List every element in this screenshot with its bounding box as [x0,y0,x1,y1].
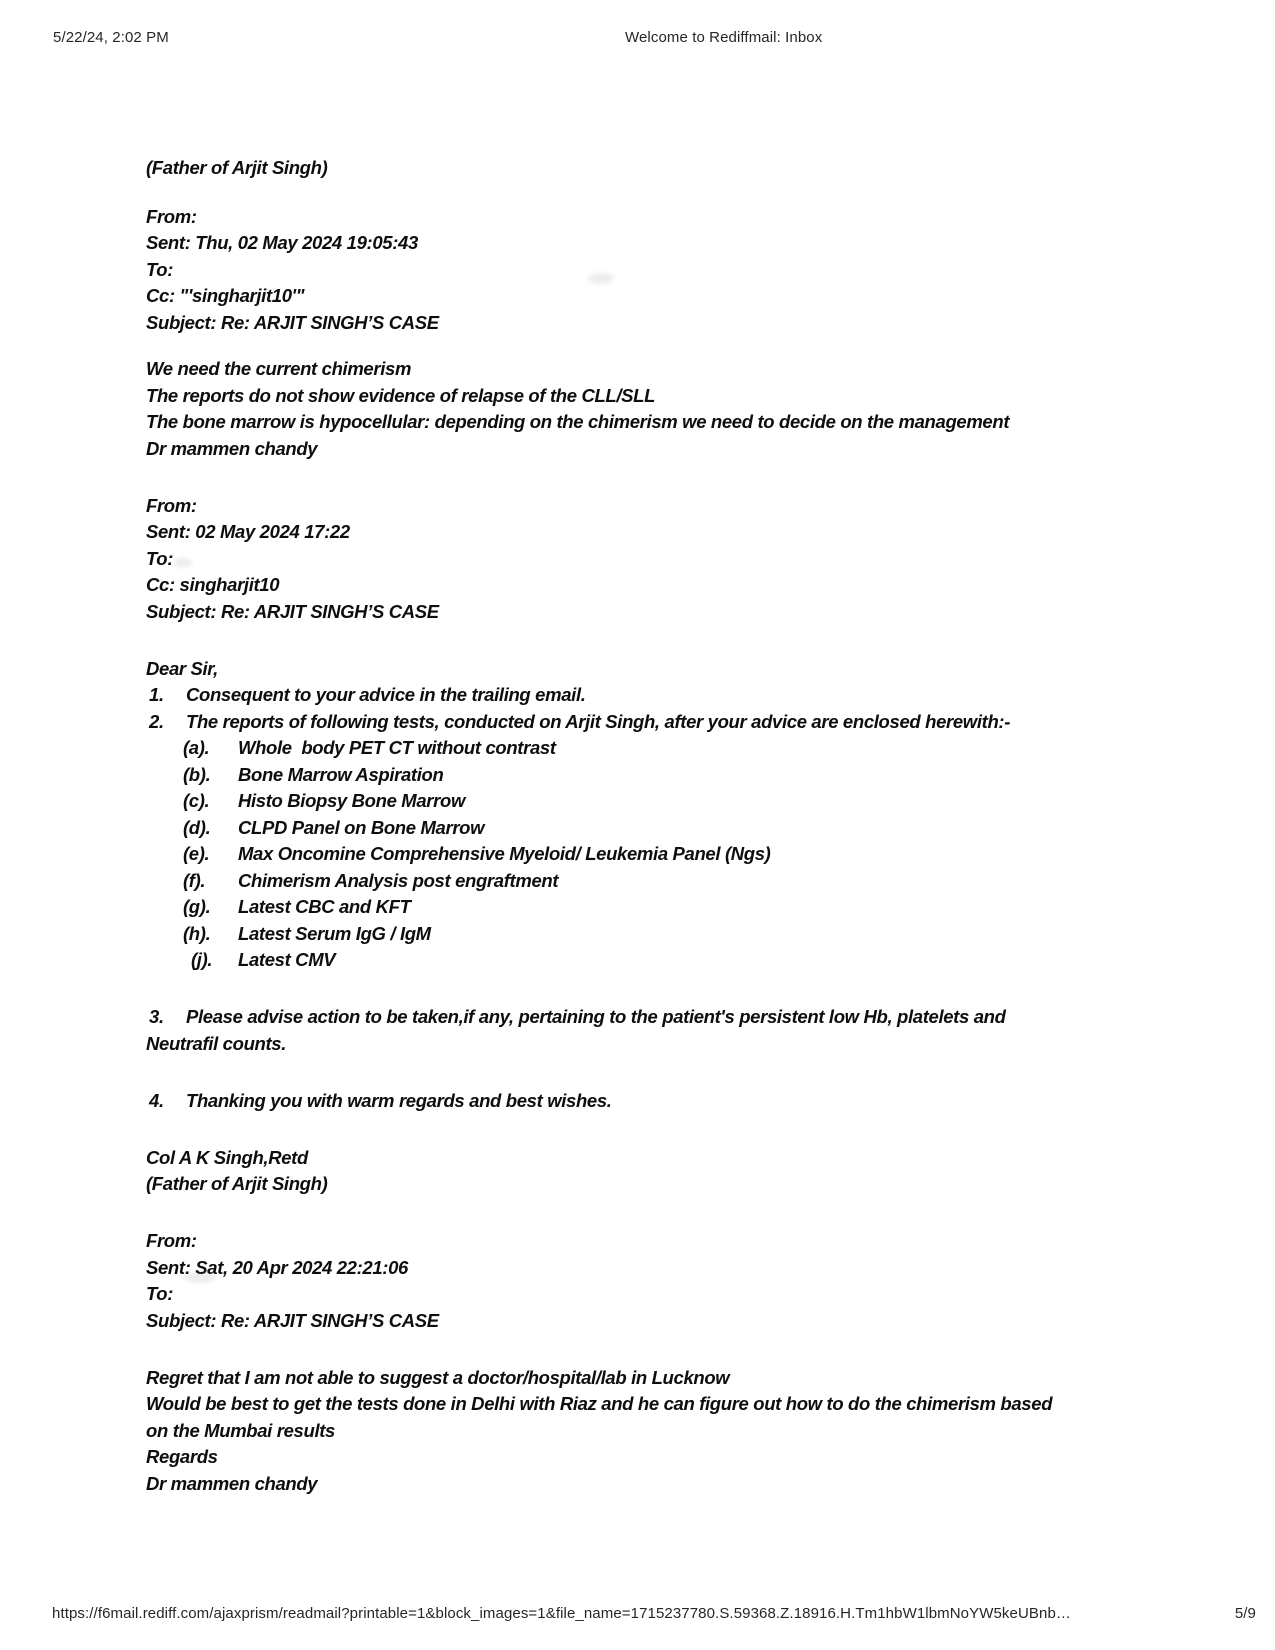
email-text: Would be best to get the tests done in Delhi with Riaz and he can figure out how to do the chimerism based [146,1393,1053,1414]
email-text-line [146,436,1231,463]
email-text: (Father of Arjit Singh) [146,157,328,178]
email-text-line [146,656,1231,683]
email-text-line [146,1308,1231,1335]
email-paragraph [146,656,1231,974]
email-text-line [146,546,1231,573]
email-paragraph [146,356,1231,462]
email-text-line [146,1444,1231,1471]
scan-artifact [174,558,192,567]
email-paragraph [146,1088,1231,1115]
email-text: Latest CBC and KFT [238,896,411,917]
email-text-line [146,709,1231,736]
email-text: Chimerism Analysis post engraftment [238,869,559,891]
email-text: CLPD Panel on Bone Marrow [238,816,485,838]
email-text-line [146,519,1231,546]
list-marker: 4. [149,1089,164,1111]
email-text-line [146,310,1231,337]
email-paragraph [146,1365,1231,1498]
email-text: Whole body PET CT without contrast [238,737,556,758]
email-text-line [146,1228,1231,1255]
email-text: Subject: Re: ARJIT SINGH’S CASE [146,600,439,622]
email-text: Please advise action to be taken,if any, pertaining to the patient's persistent low Hb, platelets and [186,1006,1006,1027]
email-text: The bone marrow is hypocellular: depending on the chimerism we need to decide on the management [146,411,1010,432]
email-text-line [146,1281,1231,1308]
email-text-line [146,409,1231,436]
scan-artifact [588,273,614,284]
email-text: Regret that I am not able to suggest a doctor/hospital/lab in Lucknow [146,1366,730,1388]
email-text-line [146,155,1231,182]
list-marker: (c). [183,790,210,811]
email-text-line [146,204,1231,231]
email-text: Dear Sir, [146,657,218,679]
email-text: Histo Biopsy Bone Marrow [238,790,465,811]
print-header-title: Welcome to Rediffmail: Inbox [625,29,823,46]
email-text-line [146,1391,1231,1418]
email-thread-content [146,155,1231,1497]
list-marker: (g). [183,896,211,917]
list-marker: (e). [183,843,210,864]
email-text: The reports of following tests, conducted on Arjit Singh, after your advice are enclosed herewith:- [186,710,1011,732]
email-text: We need the current chimerism [146,358,412,379]
email-text: Dr mammen chandy [146,437,318,459]
email-text: Col A K Singh,Retd [146,1146,308,1168]
email-text-line [146,841,1231,868]
email-text: (Father of Arjit Singh) [146,1173,328,1194]
email-text-line [146,762,1231,789]
email-text-line [146,572,1231,599]
email-text-line [146,894,1231,921]
list-marker: (d). [183,816,211,838]
email-text-line [146,493,1231,520]
email-text-line [146,1088,1231,1115]
email-text-line [146,383,1231,410]
print-footer-page-number: 5/9 [1234,1605,1256,1622]
email-text-line [146,283,1231,310]
email-paragraph [146,204,1231,337]
email-text: To: [146,1283,174,1304]
email-text-line [146,921,1231,948]
email-text-line [146,230,1231,257]
email-text-line [146,868,1231,895]
email-text-line [146,1171,1231,1198]
email-text: Sent: 02 May 2024 17:22 [146,521,350,542]
email-text: From: [146,1230,197,1251]
email-text: Dr mammen chandy [146,1472,318,1494]
email-text: Neutrafil counts. [146,1032,287,1054]
list-marker: (f). [183,869,206,891]
email-paragraph [146,493,1231,626]
list-marker: (a). [183,737,210,758]
email-text-line [146,947,1231,974]
email-text: Latest Serum IgG / IgM [238,922,431,944]
email-text-line [146,1145,1231,1172]
email-text: Bone Marrow Aspiration [238,763,444,785]
email-paragraph [146,1228,1231,1334]
print-header-datetime: 5/22/24, 2:02 PM [53,29,169,46]
email-text: The reports do not show evidence of relapse of the CLL/SLL [146,384,656,406]
email-text-line [146,599,1231,626]
email-text-line [146,815,1231,842]
email-text: Max Oncomine Comprehensive Myeloid/ Leukemia Panel (Ngs) [238,843,771,864]
email-text-line [146,1418,1231,1445]
email-text: Latest CMV [238,949,336,970]
email-text: Subject: Re: ARJIT SINGH’S CASE [146,1309,439,1331]
email-text-line [146,356,1231,383]
email-text-line [146,1365,1231,1392]
email-text: From: [146,205,197,227]
print-footer-url: https://f6mail.rediff.com/ajaxprism/readmail?printable=1&block_images=1&file_name=1715237780.S.59368.Z.18916.H.Tm1hbW1lbmNoYW5keUBnb… [52,1605,1071,1622]
email-text: To: [146,258,174,280]
email-paragraph [146,155,1231,182]
email-text-line [146,788,1231,815]
email-text: Sent: Sat, 20 Apr 2024 22:21:06 [146,1256,408,1278]
email-text-line [146,1471,1231,1498]
email-text: From: [146,494,197,516]
list-marker: (h). [183,922,211,944]
email-text: Cc: singharjit10 [146,574,280,595]
email-text: To: [146,547,174,569]
email-text-line [146,735,1231,762]
email-paragraph [146,1145,1231,1198]
list-marker: 3. [149,1006,164,1027]
email-text-line [146,1031,1231,1058]
email-text-line [146,1004,1231,1031]
email-text: Regards [146,1446,218,1467]
email-paragraph [146,1004,1231,1057]
list-marker: 1. [149,684,164,705]
scan-artifact [184,1272,216,1283]
list-marker: (b). [183,763,211,785]
email-text: on the Mumbai results [146,1419,335,1441]
email-text: Cc: "'singharjit10'" [146,285,305,306]
list-marker: 2. [149,710,164,732]
email-text: Consequent to your advice in the trailing email. [186,684,586,705]
email-text: Sent: Thu, 02 May 2024 19:05:43 [146,232,418,253]
list-marker: (j). [191,949,213,970]
email-text: Subject: Re: ARJIT SINGH’S CASE [146,311,439,333]
email-text: Thanking you with warm regards and best wishes. [186,1089,612,1111]
email-text-line [146,257,1231,284]
email-text-line [146,1255,1231,1282]
email-text-line [146,682,1231,709]
